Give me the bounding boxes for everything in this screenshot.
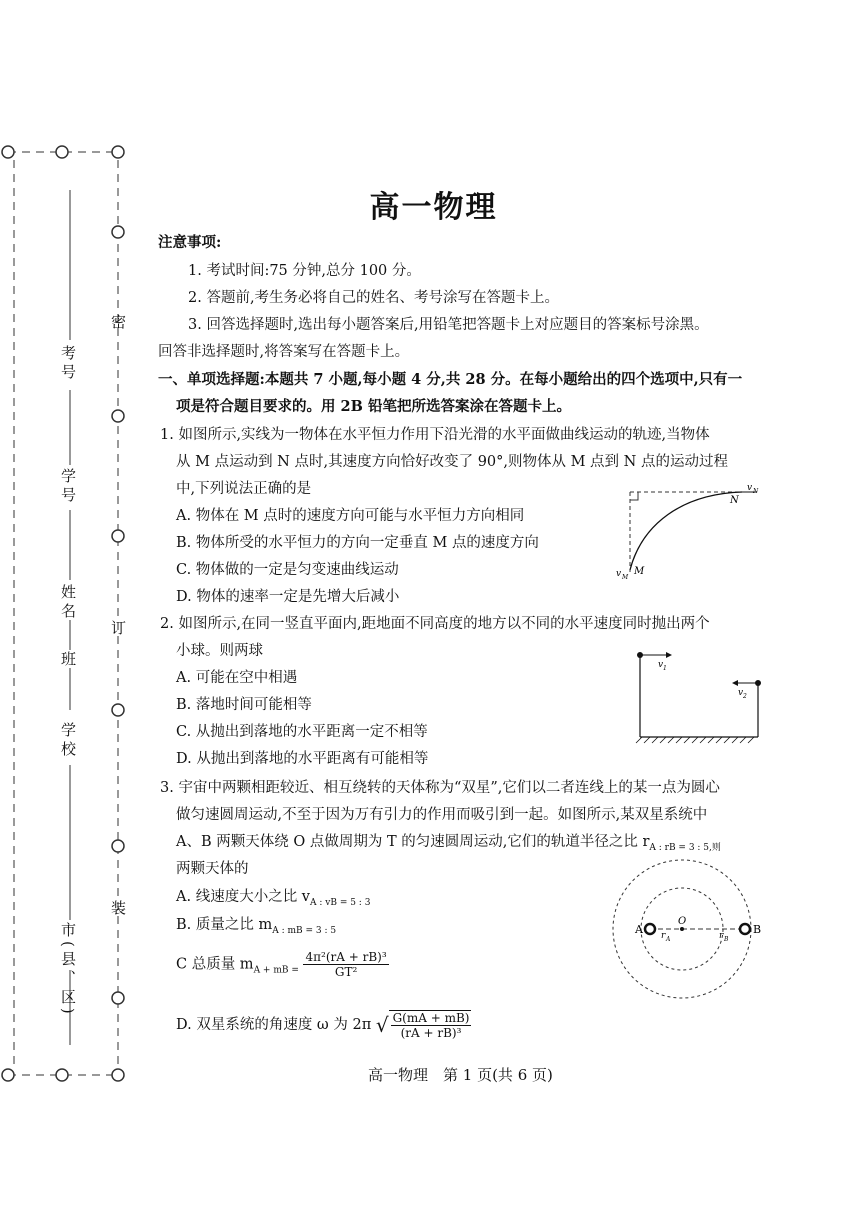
q3-option-c-fraction: $\frac{\text{4π²(rA + rB)³}}{\text{GT²}}$	[305, 950, 387, 979]
q1-fig-m-label: M	[634, 566, 645, 577]
q3-stem: 做匀速圆周运动,不至于因为万有引力的作用而吸引到一起。如图所示,某双星系统中	[176, 807, 708, 823]
q1-option-b: B. 物体所受的水平恒力的方向一定垂直 M 点的速度方向	[176, 535, 539, 551]
q3-fig-rb-label: r	[719, 931, 724, 941]
q3-fig-b-label: B	[753, 923, 762, 936]
name-label: 姓名	[59, 584, 77, 622]
seal-mark-ding: 订	[109, 620, 127, 639]
q3-stem: 3. 宇宙中两颗相距较近、相互绕转的天体称为“双星”,它们以二者连线上的某一点为圆心	[160, 780, 720, 796]
seal-mark-mi: 密	[109, 314, 127, 333]
city-label: 市(县、区)	[59, 922, 77, 1018]
q2-stem: 2. 如图所示,在同一竖直平面内,距地面不同高度的地方以不同的水平速度同时抛出两个	[160, 616, 710, 632]
exam-no-label: 考号	[59, 345, 77, 383]
q1-option-c: C. 物体做的一定是匀变速曲线运动	[176, 562, 399, 578]
q1-trajectory-figure	[612, 484, 772, 584]
page-title: 高一物理	[369, 190, 498, 225]
q1-fig-vm-label: v	[616, 569, 622, 579]
q2-fig-v1-label: v	[658, 660, 664, 670]
q1-fig-vm-sub: M	[622, 574, 629, 581]
school-label: 学校	[59, 722, 77, 760]
notice-item: 2. 答题前,考生务必将自己的姓名、考号涂写在答题卡上。	[188, 290, 560, 306]
q3-option-d: D. 双星系统的角速度 ω 为 2π √ $\frac{G(mA + mB)}{\text{(rA + rB)³}}$	[176, 1011, 470, 1040]
q3-binary-star-figure	[612, 858, 772, 1008]
q1-stem: 从 M 点运动到 N 点时,其速度方向恰好改变了 90°,则物体从 M 点到 N 点的运动过程	[176, 454, 728, 470]
q3-fig-a-label: A	[635, 923, 643, 936]
class-label: 班	[59, 651, 77, 670]
page-footer: 高一物理 第 1 页(共 6 页)	[368, 1066, 553, 1084]
q3-fig-ra-label: r	[661, 931, 666, 941]
q3-stem: 两颗天体的	[176, 861, 249, 877]
q2-stem: 小球。则两球	[176, 643, 263, 659]
q1-fig-vn-label: v	[747, 484, 753, 493]
q2-fig-v2-sub: 2	[743, 693, 747, 700]
q2-fig-v2-label: v	[738, 688, 744, 698]
q3-stem: A、B 两颗天体绕 O 点做周期为 T 的匀速圆周运动,它们的轨道半径之比 $r_{A : rB = 3 : 5,则}$	[176, 834, 721, 853]
notice-item: 1. 考试时间:75 分钟,总分 100 分。	[188, 263, 421, 279]
q2-fig-v1-sub: 1	[663, 665, 667, 672]
section-heading-cont: 项是符合题目要求的。用 2B 铅笔把所选答案涂在答题卡上。	[176, 398, 571, 415]
q1-stem: 中,下列说法正确的是	[176, 481, 312, 497]
seal-mark-zhuang: 装	[109, 900, 127, 919]
q3-fig-ra-sub: A	[666, 936, 671, 943]
q3-option-c: C 总质量 $m_{A + mB =}$ $\frac{\text{4π²(rA + rB)³}}{\text{GT²}}$	[176, 950, 387, 979]
q2-option-d: D. 从抛出到落地的水平距离有可能相等	[176, 751, 429, 767]
q3-option-a: A. 线速度大小之比 $v_{A : vB = 5 : 3}$	[176, 889, 371, 908]
student-no-label: 学号	[59, 468, 77, 506]
notice-item: 回答非选择题时,将答案写在答题卡上。	[158, 344, 410, 360]
q3-fig-rb-sub: B	[724, 936, 729, 943]
q3-option-d-fraction: $\frac{G(mA + mB)}{\text{(rA + rB)³}}$	[392, 1011, 470, 1040]
q1-option-d: D. 物体的速率一定是先增大后减小	[176, 589, 400, 605]
q1-fig-vn-sub: N	[753, 488, 759, 495]
q1-fig-n-label: N	[730, 495, 739, 506]
q1-option-a: A. 物体在 M 点时的速度方向可能与水平恒力方向相同	[176, 508, 525, 524]
q2-option-b: B. 落地时间可能相等	[176, 697, 312, 713]
q3-option-b: B. 质量之比 $m_{A : mB = 3 : 5}$	[176, 917, 337, 936]
q2-projectile-figure	[630, 645, 770, 755]
q1-stem: 1. 如图所示,实线为一物体在水平恒力作用下沿光滑的水平面做曲线运动的轨迹,当物体	[160, 427, 710, 443]
q2-option-a: A. 可能在空中相遇	[176, 670, 298, 686]
notice-heading: 注意事项:	[158, 234, 222, 251]
notice-item: 3. 回答选择题时,选出每小题答案后,用铅笔把答题卡上对应题目的答案标号涂黑。	[188, 317, 709, 333]
q2-option-c: C. 从抛出到落地的水平距离一定不相等	[176, 724, 428, 740]
section-heading: 一、单项选择题:本题共 7 小题,每小题 4 分,共 28 分。在每小题给出的四个选项中,只有一	[158, 371, 743, 388]
q3-fig-o-label: O	[678, 916, 687, 927]
